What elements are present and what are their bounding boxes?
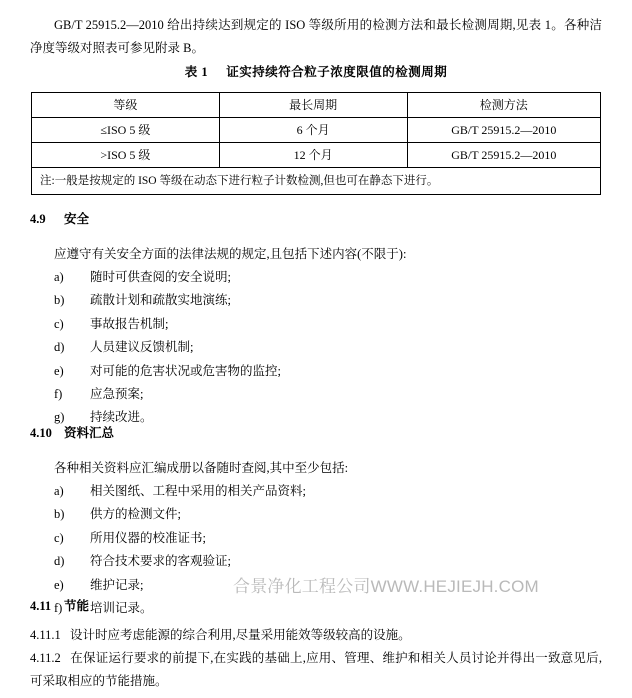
- clause-number: 4.11.1: [30, 628, 61, 642]
- list-marker: b): [54, 293, 65, 308]
- table-caption: [0, 62, 632, 80]
- list-marker: c): [54, 530, 64, 545]
- list-text: 培训记录。: [90, 601, 153, 616]
- clause-4-11-2: [30, 647, 602, 693]
- table-header-grade: 等级: [32, 93, 220, 118]
- table-cell-grade: ≤ISO 5 级: [32, 118, 220, 143]
- list-text: 所用仪器的校准证书;: [90, 530, 206, 545]
- list-text: 随时可供查阅的安全说明;: [90, 270, 231, 284]
- section-number: 4.10: [30, 426, 52, 440]
- table-note-row: [32, 168, 601, 195]
- table-cell-grade: >ISO 5 级: [32, 143, 220, 168]
- table-note: 注:一般是按规定的 ISO 等级在动态下进行粒子计数检测,但也可在静态下进行。: [32, 168, 601, 195]
- list-text: 相关图纸、工程中采用的相关产品资料;: [90, 484, 306, 498]
- list-text: 供方的检测文件;: [90, 507, 181, 522]
- list-marker: c): [54, 316, 64, 331]
- list-item: [54, 597, 306, 620]
- table-cell-interval: 12 个月: [219, 143, 407, 168]
- list-item: [54, 527, 306, 550]
- inspection-interval-table: [31, 92, 601, 195]
- list-marker: b): [54, 507, 65, 522]
- section-4-9-list: [54, 266, 281, 430]
- list-item: [54, 360, 281, 383]
- list-marker: d): [54, 340, 65, 355]
- table-cell-interval: 6 个月: [219, 118, 407, 143]
- list-text: 持续改进。: [90, 410, 153, 425]
- section-title: 节能: [64, 599, 90, 613]
- list-marker: e): [54, 363, 64, 378]
- clause-text: 在保证运行要求的前提下,在实践的基础上,应用、管理、维护和相关人员讨论并得出一致意见后,可采取相应的节能措施。: [30, 651, 602, 688]
- list-text: 应急预案;: [90, 387, 144, 402]
- list-item: [54, 266, 281, 289]
- section-4-9-lead: 应遵守有关安全方面的法律法规的规定,且包括下述内容(不限于):: [54, 247, 407, 261]
- list-marker: a): [54, 484, 64, 498]
- section-number: 4.9: [30, 212, 46, 226]
- section-4-10-list: [54, 480, 306, 620]
- clause-text: 设计时应考虑能源的综合利用,尽量采用能效等级较高的设施。: [70, 628, 411, 642]
- section-heading-4-9: [30, 209, 89, 227]
- section-4-10-lead: 各种相关资料应汇编成册以备随时查阅,其中至少包括:: [54, 461, 349, 475]
- table-caption-label: 表 1: [184, 65, 209, 79]
- section-title: 安全: [64, 212, 90, 226]
- list-item: [54, 313, 281, 336]
- clause-4-11-1: [30, 624, 602, 647]
- section-heading-4-10: [30, 423, 114, 441]
- list-item: [54, 550, 306, 573]
- list-item: [54, 503, 306, 526]
- list-text: 人员建议反馈机制;: [90, 340, 194, 355]
- list-text: 符合技术要求的客观验证;: [90, 554, 231, 569]
- intro-text: GB/T 25915.2—2010 给出持续达到规定的 ISO 等级所用的检测方法和最长检测周期,见表 1。各种洁净度等级对照表可参见附录 B。: [30, 18, 602, 55]
- list-marker: f): [54, 601, 63, 616]
- clause-number: 4.11.2: [30, 651, 61, 665]
- list-marker: a): [54, 270, 64, 284]
- table-header-row: [32, 93, 601, 118]
- table-caption-title: 证实持续符合粒子浓度限值的检测周期: [226, 65, 448, 79]
- list-item: [54, 336, 281, 359]
- list-text: 事故报告机制;: [90, 316, 169, 331]
- table-row: [32, 143, 601, 168]
- list-item: [54, 480, 306, 503]
- section-number: 4.11: [30, 599, 52, 613]
- list-text: 对可能的危害状况或危害物的监控;: [90, 363, 281, 378]
- watermark: 合景净化工程公司WWW.HEJIEJH.COM: [233, 577, 539, 596]
- table-header-method: 检测方法: [407, 93, 600, 118]
- table-cell-method: GB/T 25915.2—2010: [407, 143, 600, 168]
- section-title: 资料汇总: [64, 426, 115, 440]
- list-item: [54, 383, 281, 406]
- list-marker: g): [54, 410, 65, 425]
- intro-paragraph: [30, 14, 602, 60]
- list-item: [54, 289, 281, 312]
- list-text: 维护记录;: [90, 577, 144, 592]
- table-row: [32, 118, 601, 143]
- list-marker: f): [54, 387, 63, 402]
- list-marker: e): [54, 577, 64, 592]
- table-cell-method: GB/T 25915.2—2010: [407, 118, 600, 143]
- list-text: 疏散计划和疏散实地演练;: [90, 293, 231, 308]
- section-heading-4-11: [30, 596, 89, 614]
- list-marker: d): [54, 554, 65, 569]
- table-header-interval: 最长周期: [219, 93, 407, 118]
